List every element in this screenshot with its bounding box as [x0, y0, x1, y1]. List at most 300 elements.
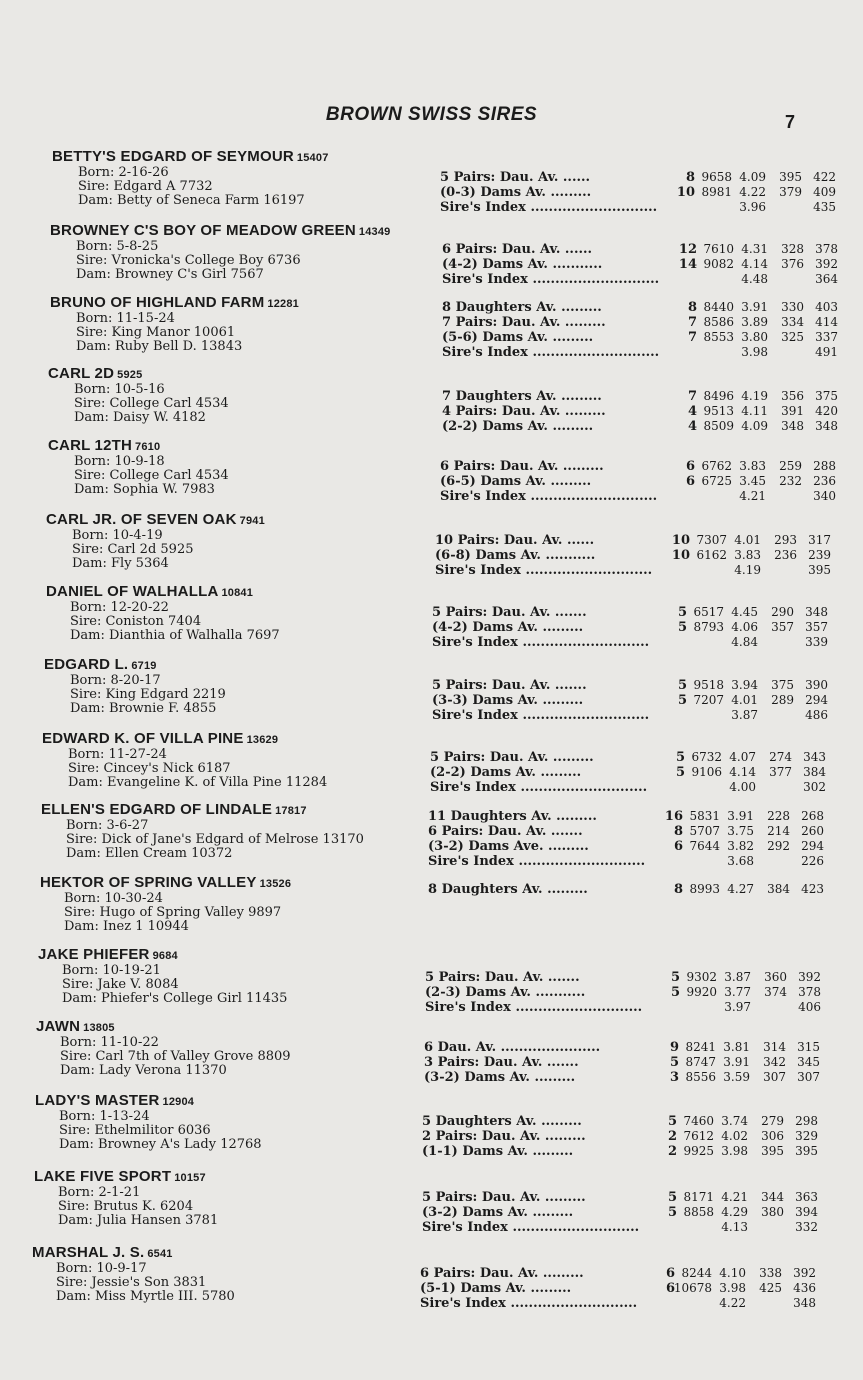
dam-line: Dam: Browney C's Girl 7567: [76, 267, 264, 282]
stat-test: 4.19: [734, 563, 761, 577]
stats-row: [422, 1114, 822, 1129]
production-stats: [425, 970, 825, 1015]
dam-line: Dam: Sophia W. 7983: [74, 482, 215, 497]
stat-count: 5: [677, 678, 687, 693]
registry-number: 5925: [117, 369, 143, 381]
dam-line: Dam: Miss Myrtle III. 5780: [56, 1289, 235, 1304]
born-line: Born: 1-13-24: [59, 1109, 150, 1124]
stat-label: (2-2) Dams Av. .........: [430, 765, 582, 780]
stats-row: [432, 635, 832, 650]
stat-count: 7: [687, 330, 697, 345]
dam-line: Dam: Inez 1 10944: [64, 919, 189, 934]
stat-fat-corrected: 294: [801, 839, 824, 853]
stat-count: 5: [677, 693, 687, 708]
stat-fat: 360: [764, 970, 787, 984]
dam-line: Dam: Betty of Seneca Farm 16197: [78, 193, 305, 208]
stats-row: [442, 330, 842, 345]
stat-fat: 380: [761, 1205, 784, 1219]
stat-fat-corrected: 348: [805, 605, 828, 619]
dam-line: Dam: Evangeline K. of Villa Pine 11284: [68, 775, 328, 790]
stat-milk: 9658: [701, 170, 732, 184]
stat-label: Sire's Index ............................: [420, 1296, 638, 1311]
sire-name: [38, 946, 178, 963]
sire-name-text: BROWNEY C'S BOY OF MEADOW GREEN: [50, 222, 356, 239]
stat-count: 7: [687, 315, 697, 330]
stats-row: [430, 780, 830, 795]
stat-label: (3-2) Dams Av. .........: [424, 1070, 576, 1085]
stat-fat-corrected: 435: [813, 200, 836, 214]
stat-milk: 7460: [683, 1114, 714, 1128]
stats-row: [422, 1220, 822, 1235]
registry-number: 14349: [358, 226, 391, 238]
registry-number: 10157: [174, 1172, 206, 1184]
stat-fat: 325: [781, 330, 804, 344]
stats-row: [440, 170, 840, 185]
stat-fat-corrected: 395: [808, 563, 831, 577]
sire-name: [52, 148, 329, 165]
stats-row: [442, 272, 842, 287]
sire-name-text: HEKTOR OF SPRING VALLEY: [40, 874, 257, 891]
stat-label: 5 Pairs: Dau. Av. .........: [422, 1190, 586, 1205]
sire-name: [41, 801, 307, 818]
stats-row: [442, 345, 842, 360]
stat-label: Sire's Index ............................: [440, 489, 658, 504]
stat-test: 3.87: [724, 970, 751, 984]
stat-fat: 391: [781, 404, 804, 418]
stats-row: [435, 563, 835, 578]
stat-fat-corrected: 394: [795, 1205, 818, 1219]
stats-row: [442, 404, 842, 419]
stat-count: 6: [685, 474, 695, 489]
stats-row: [435, 548, 835, 563]
stat-fat-corrected: 348: [793, 1296, 816, 1310]
stats-row: [442, 389, 842, 404]
stat-fat-corrected: 339: [805, 635, 828, 649]
sire-line: Sire: College Carl 4534: [74, 396, 229, 411]
stat-test: 3.74: [721, 1114, 748, 1128]
production-stats: [428, 882, 828, 897]
sire-name: [50, 294, 299, 311]
stat-fat: 236: [774, 548, 797, 562]
sire-name-text: DANIEL OF WALHALLA: [46, 583, 219, 600]
production-stats: [442, 300, 842, 360]
stat-milk: 8981: [701, 185, 732, 199]
stat-count: 5: [667, 1205, 677, 1220]
sire-name-text: LAKE FIVE SPORT: [34, 1168, 172, 1185]
stat-label: (6-5) Dams Av. .........: [440, 474, 592, 489]
stat-milk: 5831: [689, 809, 720, 823]
stat-milk: 5707: [689, 824, 720, 838]
stat-test: 3.59: [723, 1070, 750, 1084]
stat-fat-corrected: 436: [793, 1281, 816, 1295]
sire-name: [48, 437, 160, 454]
stat-fat-corrected: 375: [815, 389, 838, 403]
stat-count: 6: [673, 839, 683, 854]
stat-test: 4.22: [739, 185, 766, 199]
stat-fat-corrected: 406: [798, 1000, 821, 1014]
sire-name: [34, 1168, 206, 1185]
born-line: Born: 12-20-22: [70, 600, 169, 615]
sire-line: Sire: Hugo of Spring Valley 9897: [64, 905, 282, 920]
stat-count: 5: [675, 765, 685, 780]
production-stats: [442, 389, 842, 434]
sire-line: Sire: College Carl 4534: [74, 468, 229, 483]
registry-number: 15407: [296, 152, 329, 164]
sire-name: [42, 730, 278, 747]
born-line: Born: 10-19-21: [62, 963, 161, 978]
stat-count: 2: [667, 1129, 677, 1144]
stat-test: 3.80: [741, 330, 768, 344]
production-stats: [442, 242, 842, 287]
sire-line: Sire: King Edgard 2219: [70, 687, 226, 702]
dam-line: Dam: Brownie F. 4855: [70, 701, 217, 716]
stat-milk: 6725: [701, 474, 732, 488]
stat-label: Sire's Index ............................: [442, 345, 660, 360]
stat-test: 3.89: [741, 315, 768, 329]
stat-label: 10 Pairs: Dau. Av. ......: [435, 533, 595, 548]
sire-name: [50, 222, 391, 239]
stat-fat: 274: [769, 750, 792, 764]
sire-name-text: BRUNO OF HIGHLAND FARM: [50, 294, 265, 311]
stat-label: 7 Pairs: Dau. Av. .........: [442, 315, 606, 330]
registry-number: 13629: [246, 734, 279, 746]
stat-test: 4.10: [719, 1266, 746, 1280]
stat-label: (3-3) Dams Av. .........: [432, 693, 584, 708]
sire-line: Sire: King Manor 10061: [76, 325, 236, 340]
stat-fat: 214: [767, 824, 790, 838]
stat-count: 6: [685, 459, 695, 474]
stats-row: [440, 459, 840, 474]
stat-fat: 395: [761, 1144, 784, 1158]
stat-label: 2 Pairs: Dau. Av. .........: [422, 1129, 586, 1144]
stat-test: 3.68: [727, 854, 754, 868]
stat-count: 14: [678, 257, 697, 272]
sire-line: Sire: Cincey's Nick 6187: [68, 761, 231, 776]
stat-count: 5: [675, 750, 685, 765]
stat-test: 4.21: [721, 1190, 748, 1204]
stat-fat-corrected: 392: [798, 970, 821, 984]
stat-fat: 379: [779, 185, 802, 199]
registry-number: 6541: [147, 1248, 173, 1260]
sire-line: Sire: Carl 2d 5925: [72, 542, 194, 557]
stat-label: (1-1) Dams Av. .........: [422, 1144, 574, 1159]
stat-test: 3.75: [727, 824, 754, 838]
stat-fat-corrected: 315: [797, 1040, 820, 1054]
stat-count: 5: [670, 970, 680, 985]
stat-milk: 8747: [685, 1055, 716, 1069]
stat-label: 5 Pairs: Dau. Av. ......: [440, 170, 591, 185]
stat-label: (0-3) Dams Av. .........: [440, 185, 592, 200]
stat-milk: 9302: [686, 970, 717, 984]
stat-fat: 377: [769, 765, 792, 779]
production-stats: [440, 170, 840, 215]
stat-milk: 9082: [703, 257, 734, 271]
stat-label: 8 Daughters Av. .........: [428, 882, 588, 897]
stats-row: [432, 620, 832, 635]
stat-fat: 232: [779, 474, 802, 488]
stat-fat: 328: [781, 242, 804, 256]
stat-label: (6-8) Dams Av. ...........: [435, 548, 596, 563]
stats-row: [432, 693, 832, 708]
stat-label: 11 Daughters Av. .........: [428, 809, 597, 824]
stats-row: [422, 1190, 822, 1205]
production-stats: [432, 605, 832, 650]
stat-count: 9: [669, 1040, 679, 1055]
stat-label: Sire's Index ............................: [428, 854, 646, 869]
production-stats: [435, 533, 835, 578]
stat-fat: 425: [759, 1281, 782, 1295]
sire-line: Sire: Brutus K. 6204: [58, 1199, 194, 1214]
born-line: Born: 10-9-18: [74, 454, 165, 469]
stats-row: [420, 1296, 820, 1311]
registry-number: 9684: [152, 950, 178, 962]
stat-count: 6: [665, 1266, 675, 1281]
registry-number: 7610: [135, 441, 161, 453]
stat-test: 3.91: [727, 809, 754, 823]
born-line: Born: 3-6-27: [66, 818, 149, 833]
dam-line: Dam: Daisy W. 4182: [74, 410, 206, 425]
born-line: Born: 10-9-17: [56, 1261, 147, 1276]
production-stats: [424, 1040, 824, 1085]
stat-count: 7: [687, 389, 697, 404]
stat-test: 3.83: [739, 459, 766, 473]
stat-count: 8: [673, 882, 683, 897]
stat-milk: 8244: [681, 1266, 712, 1280]
sire-name-text: CARL JR. OF SEVEN OAK: [46, 511, 237, 528]
stat-test: 3.83: [734, 548, 761, 562]
stat-test: 4.48: [741, 272, 768, 286]
stats-row: [422, 1205, 822, 1220]
stat-count: 4: [687, 419, 697, 434]
stat-test: 4.14: [741, 257, 768, 271]
stat-label: Sire's Index ............................: [440, 200, 658, 215]
stat-test: 4.19: [741, 389, 768, 403]
stats-row: [430, 765, 830, 780]
stat-count: 5: [677, 620, 687, 635]
stat-test: 4.01: [731, 693, 758, 707]
stat-test: 3.87: [731, 708, 758, 722]
stat-test: 3.97: [724, 1000, 751, 1014]
stat-fat-corrected: 298: [795, 1114, 818, 1128]
sire-name: [32, 1244, 173, 1261]
stat-count: 5: [669, 1055, 679, 1070]
stat-milk: 6517: [693, 605, 724, 619]
stat-test: 4.11: [741, 404, 768, 418]
sire-name: [48, 365, 142, 382]
stat-fat-corrected: 307: [797, 1070, 820, 1084]
stats-row: [425, 970, 825, 985]
stats-row: [432, 708, 832, 723]
stat-milk: 8793: [693, 620, 724, 634]
stat-fat: 374: [764, 985, 787, 999]
stat-fat-corrected: 392: [815, 257, 838, 271]
stat-fat-corrected: 390: [805, 678, 828, 692]
stat-fat: 376: [781, 257, 804, 271]
stats-row: [425, 1000, 825, 1015]
stat-fat: 306: [761, 1129, 784, 1143]
stat-test: 3.91: [741, 300, 768, 314]
stats-row: [440, 474, 840, 489]
stat-test: 4.14: [729, 765, 756, 779]
dam-line: Dam: Ruby Bell D. 13843: [76, 339, 243, 354]
stat-label: Sire's Index ............................: [442, 272, 660, 287]
stat-milk: 8553: [703, 330, 734, 344]
stat-milk: 8586: [703, 315, 734, 329]
stat-fat-corrected: 332: [795, 1220, 818, 1234]
stat-fat-corrected: 236: [813, 474, 836, 488]
stat-count: 10: [671, 533, 690, 548]
stat-milk: 7612: [683, 1129, 714, 1143]
stat-test: 3.94: [731, 678, 758, 692]
stat-label: (5-6) Dams Av. .........: [442, 330, 594, 345]
registry-number: 12904: [162, 1096, 195, 1108]
stat-label: 3 Pairs: Dau. Av. .......: [424, 1055, 579, 1070]
stat-fat: 357: [771, 620, 794, 634]
production-stats: [420, 1266, 820, 1311]
stat-count: 2: [667, 1144, 677, 1159]
stat-milk: 8496: [703, 389, 734, 403]
stats-row: [442, 419, 842, 434]
stat-fat-corrected: 226: [801, 854, 824, 868]
sire-line: Sire: Vronicka's College Boy 6736: [76, 253, 301, 268]
stat-milk: 9925: [683, 1144, 714, 1158]
born-line: Born: 11-27-24: [68, 747, 167, 762]
dam-line: Dam: Dianthia of Walhalla 7697: [70, 628, 280, 643]
stat-fat-corrected: 378: [815, 242, 838, 256]
stat-test: 4.02: [721, 1129, 748, 1143]
stat-fat-corrected: 395: [795, 1144, 818, 1158]
stat-fat-corrected: 337: [815, 330, 838, 344]
stat-fat-corrected: 348: [815, 419, 838, 433]
stat-test: 4.31: [741, 242, 768, 256]
sire-name: [35, 1092, 194, 1109]
sire-name-text: ELLEN'S EDGARD OF LINDALE: [41, 801, 273, 818]
stat-test: 4.07: [729, 750, 756, 764]
stats-row: [424, 1055, 824, 1070]
stats-row: [428, 824, 828, 839]
born-line: Born: 10-30-24: [64, 891, 163, 906]
dam-line: Dam: Browney A's Lady 12768: [59, 1137, 262, 1152]
stat-label: (2-2) Dams Av. .........: [442, 419, 594, 434]
stat-label: 5 Pairs: Dau. Av. .......: [425, 970, 580, 985]
stat-label: Sire's Index ............................: [432, 708, 650, 723]
dam-line: Dam: Phiefer's College Girl 11435: [62, 991, 288, 1006]
stat-fat-corrected: 409: [813, 185, 836, 199]
stat-label: Sire's Index ............................: [435, 563, 653, 578]
stats-row: [428, 839, 828, 854]
stat-fat: 314: [763, 1040, 786, 1054]
dam-line: Dam: Ellen Cream 10372: [66, 846, 233, 861]
stat-fat-corrected: 260: [801, 824, 824, 838]
sire-name-text: EDGARD L.: [44, 656, 129, 673]
stats-row: [428, 882, 828, 897]
sire-name-text: MARSHAL J. S.: [32, 1244, 145, 1261]
stats-row: [424, 1040, 824, 1055]
stat-milk: 8556: [685, 1070, 716, 1084]
page-number: 7: [785, 112, 796, 132]
sire-name-text: EDWARD K. OF VILLA PINE: [42, 730, 244, 747]
sire-name-text: BETTY'S EDGARD OF SEYMOUR: [52, 148, 294, 165]
registry-number: 13805: [83, 1022, 115, 1034]
stat-count: 8: [687, 300, 697, 315]
stat-test: 4.21: [739, 489, 766, 503]
stat-label: 5 Pairs: Dau. Av. .........: [430, 750, 594, 765]
stat-count: 10: [671, 548, 690, 563]
stat-test: 4.84: [731, 635, 758, 649]
stat-test: 3.77: [724, 985, 751, 999]
stat-count: 16: [664, 809, 683, 824]
stat-label: 5 Pairs: Dau. Av. .......: [432, 678, 587, 693]
stat-label: 6 Pairs: Dau. Av. .......: [428, 824, 583, 839]
born-line: Born: 11-15-24: [76, 311, 175, 326]
stat-label: 6 Pairs: Dau. Av. ......: [442, 242, 593, 257]
stat-milk: 7307: [696, 533, 727, 547]
stat-fat: 293: [774, 533, 797, 547]
stat-test: 3.45: [739, 474, 766, 488]
stat-fat: 292: [767, 839, 790, 853]
page-title: BROWN SWISS SIRES: [325, 104, 538, 125]
stat-label: Sire's Index ............................: [425, 1000, 643, 1015]
stat-milk: 9518: [693, 678, 724, 692]
stat-label: 6 Pairs: Dau. Av. .........: [420, 1266, 584, 1281]
stat-count: 5: [670, 985, 680, 1000]
stat-milk: 8858: [683, 1205, 714, 1219]
stat-fat-corrected: 403: [815, 300, 838, 314]
stat-label: (2-3) Dams Av. ...........: [425, 985, 586, 1000]
stat-fat: 356: [781, 389, 804, 403]
stats-row: [440, 200, 840, 215]
stat-fat-corrected: 329: [795, 1129, 818, 1143]
sire-name-text: JAKE PHIEFER: [38, 946, 150, 963]
stat-fat-corrected: 340: [813, 489, 836, 503]
stat-label: (3-2) Dams Av. .........: [422, 1205, 574, 1220]
stat-fat: 334: [781, 315, 804, 329]
registry-number: 13526: [259, 878, 292, 890]
sire-line: Sire: Dick of Jane's Edgard of Melrose 13170: [66, 832, 364, 847]
stats-row: [432, 678, 832, 693]
stats-row: [420, 1266, 820, 1281]
stat-count: 4: [687, 404, 697, 419]
stat-milk: 8171: [683, 1190, 714, 1204]
stat-test: 4.01: [734, 533, 761, 547]
stat-fat-corrected: 288: [813, 459, 836, 473]
production-stats: [430, 750, 830, 795]
stat-milk: 6732: [691, 750, 722, 764]
sire-name: [40, 874, 291, 891]
registry-number: 17817: [275, 805, 307, 817]
born-line: Born: 2-1-21: [58, 1185, 141, 1200]
stat-fat-corrected: 345: [797, 1055, 820, 1069]
stat-fat-corrected: 486: [805, 708, 828, 722]
production-stats: [432, 678, 832, 723]
born-line: Born: 10-4-19: [72, 528, 163, 543]
stat-milk: 6762: [701, 459, 732, 473]
registry-number: 10841: [221, 587, 254, 599]
stat-count: 3: [669, 1070, 679, 1085]
stat-fat: 228: [767, 809, 790, 823]
sire-line: Sire: Edgard A 7732: [78, 179, 213, 194]
stat-milk: 8241: [685, 1040, 716, 1054]
production-stats: [422, 1190, 822, 1235]
stats-row: [440, 489, 840, 504]
stat-fat: 289: [771, 693, 794, 707]
sire-name-text: CARL 12TH: [48, 437, 133, 454]
stat-label: Sire's Index ............................: [432, 635, 650, 650]
stat-test: 4.13: [721, 1220, 748, 1234]
stat-milk: 6162: [696, 548, 727, 562]
stat-milk: 9920: [686, 985, 717, 999]
stat-milk: 10678: [673, 1281, 712, 1295]
